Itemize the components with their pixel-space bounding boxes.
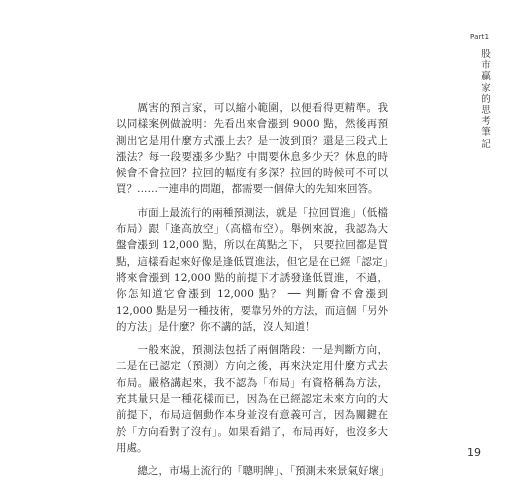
- body-text: [116, 100, 388, 480]
- paragraph: 一般來說，預測法包括了兩個階段：一是判斷方向，二是在已認定（預測）方向之後，再來決定用什麼方式去布局。嚴格講起來，我不認為「布局」有資格稱為方法，充其量只是一種花樣而已，因為在已經認定未來方向的大前提下，布局這個動作本身並沒有意義可言，因為關鍵在於「方向看對了沒有」。如果看錯了，布局再好，也沒多大用處。: [116, 344, 388, 454]
- paragraph: 厲害的預言家，可以縮小範圍，以便看得更精準。我以同樣案例做說明：先看出來會漲到 9000 點，然後再預測出它是用什麼方式漲上去？是一波到頂？還是三段式上漲法？每一段要漲多少點？中間要休息多少天？休息的時候會不會拉回？拉回的幅度有多深？拉回的時候可不可以買？……一連串的問題，都需要一個偉大的先知來回答。: [116, 102, 388, 196]
- paragraph: 市面上最流行的兩種預測法，就是「拉回買進」（低檔布局）跟「逢高放空」（高檔布空）。舉例來說，我認為大盤會漲到 12,000 點，所以在萬點之下， 只要拉回都是買點，這樣看起來好像是逢低買進法，但它是在已經「認定」將來會漲到 12,000 點的前提下才誘發逢低買進，不過，你怎知道它會漲到 12,000 點？ ── 判斷會不會漲到 12,000 點是另一種技術，要靠另外的方法，而這個「另外的方法」是什麼？你不講的話，沒人知道！: [116, 206, 388, 333]
- page-number: 19: [467, 446, 481, 459]
- paragraph: 總之，市場上流行的「聰明牌」、「預測未來景氣好壞」: [137, 465, 390, 478]
- chapter-title: 股市贏家的思考筆記: [481, 49, 491, 150]
- part-label: Part1: [470, 33, 490, 41]
